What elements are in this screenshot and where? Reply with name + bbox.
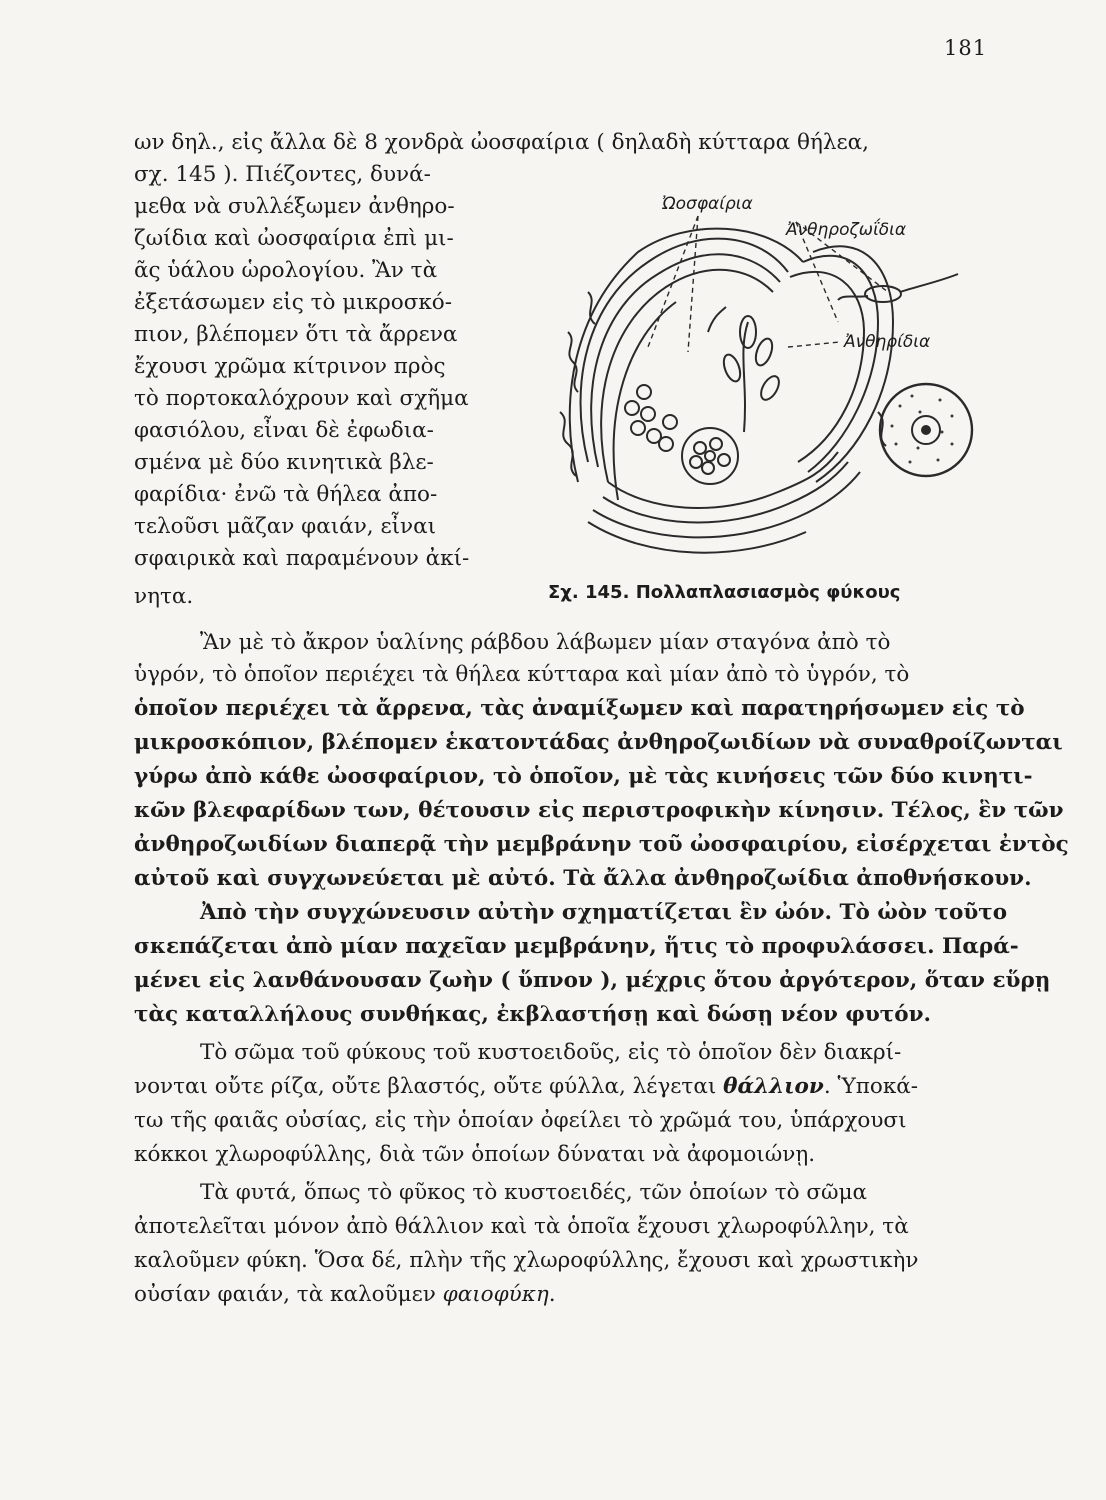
text-segment: . Ὑποκά-: [823, 1074, 919, 1099]
text-line: [134, 1280, 556, 1310]
text-line: τω τῆς φαιᾶς οὐσίας, εἰς τὴν ὁποίαν ὀφείλει τὸ χρῶμά του, ὑπάρχουσι: [134, 1108, 907, 1133]
text-line: Τὰ φυτά, ὅπως τὸ φῦκος τὸ κυστοειδές, τῶν ὁποίων τὸ σῶμα: [200, 1180, 868, 1205]
text-line: ἔχουσι χρῶμα κίτρινον πρὸς: [134, 354, 446, 379]
figure-caption: Σχ. 145. Πολλαπλασιασμὸς φύκους: [548, 582, 901, 603]
text-line: σκεπάζεται ἀπὸ μίαν παχεῖαν μεμβράνην, ἥτις τὸ προφυλάσσει. Παρά-: [134, 934, 1019, 959]
text-segment: νονται οὔτε ρίζα, οὔτε βλαστός, οὔτε φύλλα, λέγεται: [134, 1074, 724, 1099]
text-line: καλοῦμεν φύκη. Ὅσα δέ, πλὴν τῆς χλωροφύλλης, ἔχουσι καὶ χρωστικὴν: [134, 1248, 919, 1273]
text-segment: .: [548, 1282, 556, 1307]
text-line: κῶν βλεφαρίδων των, θέτουσιν εἰς περιστροφικὴν κίνησιν. Τέλος, ἓν τῶν: [134, 798, 1064, 823]
page-number: 181: [944, 36, 988, 60]
text-line: μένει εἰς λανθάνουσαν ζωὴν ( ὕπνον ), μέχρις ὅτου ἀργότερον, ὅταν εὕρῃ: [134, 968, 1051, 993]
text-line: φαρίδια· ἐνῶ τὰ θήλεα ἀπο-: [134, 482, 438, 507]
text-line: Ἂν μὲ τὸ ἄκρον ὑαλίνης ράβδου λάβωμεν μίαν σταγόνα ἀπὸ τὸ: [200, 630, 891, 655]
text-line: ἀνθηροζωιδίων διαπερᾷ τὴν μεμβράνην τοῦ ὠοσφαιρίου, εἰσέρχεται ἐντὸς: [134, 832, 1069, 857]
phaeophyta-term: φαιοφύκη: [442, 1282, 549, 1307]
text-line: ὁποῖον περιέχει τὰ ἄρρενα, τὰς ἀναμίξωμεν καὶ παρατηρήσωμεν εἰς τὸ: [134, 696, 1025, 721]
text-line: πιον, βλέπομεν ὅτι τὰ ἄρρενα: [134, 322, 458, 347]
text-line: νητα.: [134, 584, 194, 609]
oosphere-label: Ὠοσφαίρια: [662, 194, 753, 214]
text-line: ων δηλ., εἰς ἄλλα δὲ 8 χονδρὰ ὠοσφαίρια ( δηλαδὴ κύτταρα θήλεα,: [134, 130, 869, 155]
text-line: σχ. 145 ). Πιέζοντες, δυνά-: [134, 162, 431, 187]
text-line: ᾶς ὑάλου ὡρολογίου. Ἂν τὰ: [134, 258, 438, 283]
antheridia-label: Ἀνθηρίδια: [844, 332, 931, 352]
figure-145-illustration: [548, 182, 1008, 592]
text-line: μικροσκόπιον, βλέπομεν ἑκατοντάδας ἀνθηροζωιδίων νὰ συναθροίζωνται: [134, 730, 1063, 755]
text-line: ὑγρόν, τὸ ὁποῖον περιέχει τὰ θήλεα κύτταρα καὶ μίαν ἀπὸ τὸ ὑγρόν, τὸ: [134, 662, 910, 687]
text-line: κόκκοι χλωροφύλλης, διὰ τῶν ὁποίων δύναται νὰ ἀφομοιώνῃ.: [134, 1142, 816, 1167]
text-line: ἀποτελεῖται μόνον ἀπὸ θάλλιον καὶ τὰ ὁποῖα ἔχουσι χλωροφύλλην, τὰ: [134, 1214, 909, 1239]
text-line: τὸ πορτοκαλόχρουν καὶ σχῆμα: [134, 386, 469, 411]
text-line: σμένα μὲ δύο κινητικὰ βλε-: [134, 450, 434, 475]
text-line: αὐτοῦ καὶ συγχωνεύεται μὲ αὐτό. Τὰ ἄλλα ἀνθηροζωίδια ἀποθνήσκουν.: [134, 866, 1032, 891]
text-line: Ἀπὸ τὴν συγχώνευσιν αὐτὴν σχηματίζεται ἓν ὠόν. Τὸ ὠὸν τοῦτο: [200, 900, 1008, 925]
text-line: τελοῦσι μᾶζαν φαιάν, εἶναι: [134, 514, 437, 539]
text-line: μεθα νὰ συλλέξωμεν ἀνθηρο-: [134, 194, 455, 219]
text-line: ἐξετάσωμεν εἰς τὸ μικροσκό-: [134, 290, 453, 315]
text-line: γύρω ἀπὸ κάθε ὠοσφαίριον, τὸ ὁποῖον, μὲ τὰς κινήσεις τῶν δύο κινητι-: [134, 764, 1033, 789]
text-line: ζωίδια καὶ ὠοσφαίρια ἐπὶ μι-: [134, 226, 454, 251]
fucus-conceptacle-drawing: [548, 182, 1008, 592]
text-segment: οὐσίαν φαιάν, τὰ καλοῦμεν: [134, 1282, 443, 1307]
text-line: [134, 1072, 918, 1102]
thallus-term: θάλλιον: [723, 1074, 824, 1099]
text-line: τὰς καταλλήλους συνθήκας, ἐκβλαστήσῃ καὶ δώσῃ νέον φυτόν.: [134, 1002, 931, 1027]
antherozoid-label: Ἀνθηροζωΐδια: [786, 220, 907, 240]
text-line: Τὸ σῶμα τοῦ φύκους τοῦ κυστοειδοῦς, εἰς τὸ ὁποῖον δὲν διακρί-: [200, 1040, 902, 1065]
text-line: φασιόλου, εἶναι δὲ ἐφωδια-: [134, 418, 434, 443]
text-line: σφαιρικὰ καὶ παραμένουν ἀκί-: [134, 546, 470, 571]
